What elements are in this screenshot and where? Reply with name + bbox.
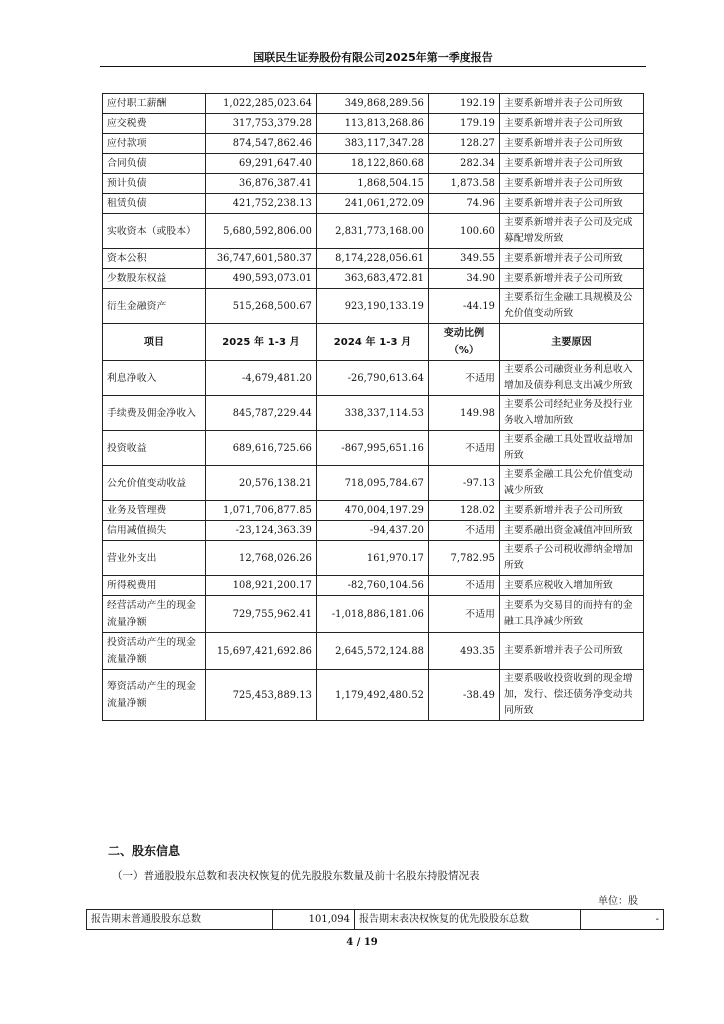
header-change-ratio: 变动比例（%） (429, 324, 500, 361)
table-row (103, 214, 644, 249)
row-item-name: 筹资活动产生的现金流量净额 (103, 670, 206, 721)
table-row (103, 396, 644, 431)
row-item-name: 实收资本（或股本） (103, 214, 206, 249)
preferred-holders-value: - (581, 910, 664, 930)
row-current-value: 729,755,962.41 (206, 596, 317, 633)
row-change-ratio: -38.49 (429, 670, 500, 721)
row-previous-value: 383,117,347.28 (317, 134, 429, 154)
header-previous-period: 2024 年 1-3 月 (317, 324, 429, 361)
table-row (103, 194, 644, 214)
row-current-value: 12,768,026.26 (206, 541, 317, 576)
row-item-name: 衍生金融资产 (103, 289, 206, 324)
page-number: 4 / 19 (346, 937, 378, 948)
row-item-name: 合同负债 (103, 154, 206, 174)
row-previous-value: -26,790,613.64 (317, 361, 429, 396)
row-item-name: 信用减值损失 (103, 521, 206, 541)
row-current-value: 69,291,647.40 (206, 154, 317, 174)
row-current-value: 1,022,285,023.64 (206, 94, 317, 114)
row-current-value: 845,787,229.44 (206, 396, 317, 431)
row-main-reason: 主要系金融工具公允价值变动减少所致 (500, 466, 644, 501)
table-row (87, 910, 664, 930)
row-item-name: 公允价值变动收益 (103, 466, 206, 501)
preferred-holders-label: 报告期末表决权恢复的优先股股东总数 (355, 910, 581, 930)
row-main-reason: 主要系新增并表子公司所致 (500, 501, 644, 521)
row-item-name: 所得税费用 (103, 576, 206, 596)
row-current-value: 20,576,138.21 (206, 466, 317, 501)
table-header-row (103, 324, 644, 361)
table-row (103, 431, 644, 466)
row-previous-value: 470,004,197.29 (317, 501, 429, 521)
row-main-reason: 主要系吸收投资收到的现金增加，发行、偿还债务净变动共同所致 (500, 670, 644, 721)
row-previous-value: 113,813,268.86 (317, 114, 429, 134)
row-previous-value: 923,190,133.19 (317, 289, 429, 324)
row-current-value: 36,747,601,580.37 (206, 249, 317, 269)
row-previous-value: -94,437.20 (317, 521, 429, 541)
row-item-name: 应交税费 (103, 114, 206, 134)
row-item-name: 应付职工薪酬 (103, 94, 206, 114)
row-main-reason: 主要系新增并表子公司所致 (500, 194, 644, 214)
row-item-name: 经营活动产生的现金流量净额 (103, 596, 206, 633)
common-holders-label: 报告期末普通股股东总数 (87, 910, 273, 930)
table-row (103, 269, 644, 289)
row-item-name: 应付款项 (103, 134, 206, 154)
income-statement-section (103, 361, 644, 721)
shareholder-subsection-title: （一）普通股股东总数和表决权恢复的优先股股东数量及前十名股东持股情况表 (112, 870, 480, 882)
row-change-ratio: 282.34 (429, 154, 500, 174)
table-row (103, 541, 644, 576)
row-main-reason: 主要系融出资金减值冲回所致 (500, 521, 644, 541)
row-main-reason: 主要系新增并表子公司所致 (500, 94, 644, 114)
row-previous-value: 349,868,289.56 (317, 94, 429, 114)
row-current-value: 317,753,379.28 (206, 114, 317, 134)
row-change-ratio: 349.55 (429, 249, 500, 269)
row-main-reason: 主要系应税收入增加所致 (500, 576, 644, 596)
header-item: 项目 (103, 324, 206, 361)
row-current-value: 725,453,889.13 (206, 670, 317, 721)
row-item-name: 利息净收入 (103, 361, 206, 396)
financial-changes-table (102, 93, 644, 721)
row-main-reason: 主要系为交易目的而持有的金融工具净减少所致 (500, 596, 644, 633)
row-current-value: 689,616,725.66 (206, 431, 317, 466)
row-main-reason: 主要系新增并表子公司所致 (500, 249, 644, 269)
shareholder-section-title: 二、股东信息 (108, 844, 181, 858)
row-current-value: 490,593,073.01 (206, 269, 317, 289)
row-main-reason: 主要系新增并表子公司所致 (500, 114, 644, 134)
table-row (103, 633, 644, 670)
income-header-section (103, 324, 644, 361)
table-row (103, 289, 644, 324)
table-row (103, 114, 644, 134)
row-change-ratio: 149.98 (429, 396, 500, 431)
table-row (103, 501, 644, 521)
balance-sheet-section (103, 94, 644, 324)
shareholder-count-table (86, 909, 664, 930)
row-item-name: 业务及管理费 (103, 501, 206, 521)
table-row (103, 521, 644, 541)
table-row (103, 670, 644, 721)
row-change-ratio: 100.60 (429, 214, 500, 249)
row-current-value: 5,680,592,806.00 (206, 214, 317, 249)
row-current-value: 874,547,862.46 (206, 134, 317, 154)
table-row (103, 154, 644, 174)
row-change-ratio: 128.02 (429, 501, 500, 521)
row-previous-value: 363,683,472.81 (317, 269, 429, 289)
row-change-ratio: -97.13 (429, 466, 500, 501)
row-current-value: 15,697,421,692.86 (206, 633, 317, 670)
row-main-reason: 主要系子公司税收滞纳金增加所致 (500, 541, 644, 576)
row-current-value: 515,268,500.67 (206, 289, 317, 324)
report-header-title: 国联民生证券股份有限公司2025年第一季度报告 (253, 51, 493, 64)
table-row (103, 596, 644, 633)
common-holders-value: 101,094 (273, 910, 355, 930)
row-main-reason: 主要系金融工具处置收益增加所致 (500, 431, 644, 466)
row-item-name: 租赁负债 (103, 194, 206, 214)
row-change-ratio: 74.96 (429, 194, 500, 214)
row-previous-value: 338,337,114.53 (317, 396, 429, 431)
row-current-value: -4,679,481.20 (206, 361, 317, 396)
row-current-value: 421,752,238.13 (206, 194, 317, 214)
row-change-ratio: 1,873.58 (429, 174, 500, 194)
row-previous-value: -1,018,886,181.06 (317, 596, 429, 633)
row-previous-value: 161,970.17 (317, 541, 429, 576)
row-item-name: 手续费及佣金净收入 (103, 396, 206, 431)
row-main-reason: 主要系新增并表子公司所致 (500, 174, 644, 194)
row-change-ratio: -44.19 (429, 289, 500, 324)
row-change-ratio: 不适用 (429, 596, 500, 633)
row-previous-value: 18,122,860.68 (317, 154, 429, 174)
unit-label: 单位：股 (598, 896, 638, 907)
row-main-reason: 主要系公司经纪业务及投行业务收入增加所致 (500, 396, 644, 431)
row-item-name: 资本公积 (103, 249, 206, 269)
row-item-name: 少数股东权益 (103, 269, 206, 289)
row-item-name: 投资活动产生的现金流量净额 (103, 633, 206, 670)
row-change-ratio: 7,782.95 (429, 541, 500, 576)
row-main-reason: 主要系新增并表子公司所致 (500, 154, 644, 174)
row-current-value: 36,876,387.41 (206, 174, 317, 194)
row-change-ratio: 493.35 (429, 633, 500, 670)
row-previous-value: 2,831,773,168.00 (317, 214, 429, 249)
row-main-reason: 主要系衍生金融工具规模及公允价值变动所致 (500, 289, 644, 324)
table-row (103, 94, 644, 114)
row-main-reason: 主要系新增并表子公司及完成募配增发所致 (500, 214, 644, 249)
row-change-ratio: 不适用 (429, 361, 500, 396)
row-previous-value: 8,174,228,056.61 (317, 249, 429, 269)
row-previous-value: 2,645,572,124.88 (317, 633, 429, 670)
row-current-value: 108,921,200.17 (206, 576, 317, 596)
row-change-ratio: 34.90 (429, 269, 500, 289)
header-current-period: 2025 年 1-3 月 (206, 324, 317, 361)
header-divider (100, 66, 646, 67)
row-change-ratio: 179.19 (429, 114, 500, 134)
row-previous-value: 718,095,784.67 (317, 466, 429, 501)
row-previous-value: -867,995,651.16 (317, 431, 429, 466)
row-item-name: 预计负债 (103, 174, 206, 194)
row-previous-value: 1,179,492,480.52 (317, 670, 429, 721)
row-change-ratio: 128.27 (429, 134, 500, 154)
table-row (103, 361, 644, 396)
row-main-reason: 主要系新增并表子公司所致 (500, 633, 644, 670)
table-row (103, 249, 644, 269)
table-row (103, 174, 644, 194)
row-change-ratio: 不适用 (429, 521, 500, 541)
row-previous-value: 241,061,272.09 (317, 194, 429, 214)
header-main-reason: 主要原因 (500, 324, 644, 361)
table-row (103, 576, 644, 596)
row-item-name: 营业外支出 (103, 541, 206, 576)
row-main-reason: 主要系公司融资业务利息收入增加及债券利息支出减少所致 (500, 361, 644, 396)
table-row (103, 466, 644, 501)
row-current-value: -23,124,363.39 (206, 521, 317, 541)
row-previous-value: -82,760,104.56 (317, 576, 429, 596)
row-previous-value: 1,868,504.15 (317, 174, 429, 194)
row-current-value: 1,071,706,877.85 (206, 501, 317, 521)
row-change-ratio: 不适用 (429, 576, 500, 596)
table-row (103, 134, 644, 154)
row-item-name: 投资收益 (103, 431, 206, 466)
row-main-reason: 主要系新增并表子公司所致 (500, 269, 644, 289)
row-change-ratio: 192.19 (429, 94, 500, 114)
row-main-reason: 主要系新增并表子公司所致 (500, 134, 644, 154)
row-change-ratio: 不适用 (429, 431, 500, 466)
